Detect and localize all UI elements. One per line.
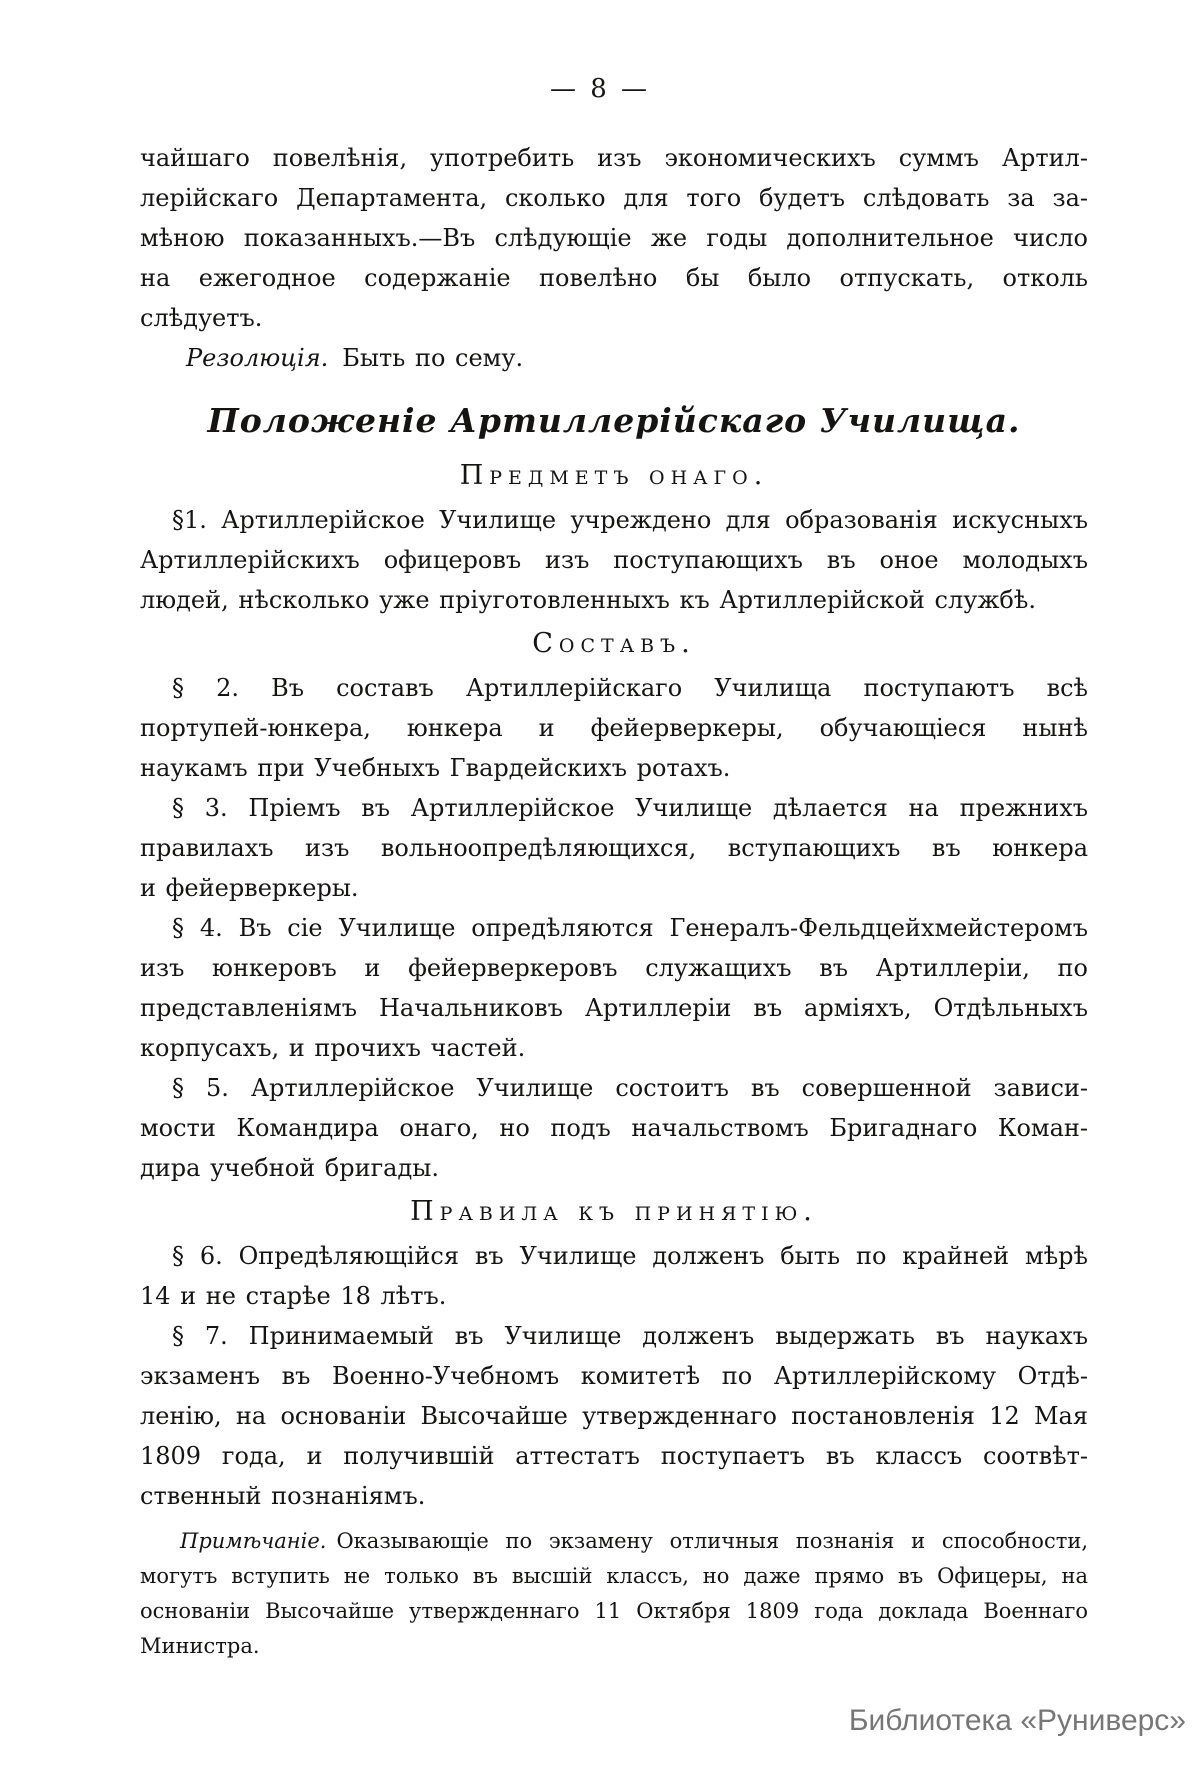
section-paragraph-1 — [140, 500, 1088, 620]
text-line: людей, нѣсколько уже пріуготовленныхъ къ Артиллерійской службѣ. — [140, 586, 1036, 614]
text-line: чайшаго повелѣнія, употребить изъ экономическихъ суммъ Артил- — [140, 144, 1088, 172]
text-line: экзаменъ въ Военно-Учебномъ комитетѣ по Артиллерійскому Отдѣ- — [140, 1362, 1088, 1390]
text-line: § 2. Въ составъ Артиллерійскаго Училища поступаютъ всѣ — [172, 674, 1088, 702]
text-line: 1809 года, и получившій аттестатъ поступаетъ въ классъ соотвѣт- — [140, 1442, 1088, 1470]
text-line: наукамъ при Учебныхъ Гвардейскихъ ротахъ. — [140, 754, 731, 782]
heading-admission-rules: Правила къ принятію. — [410, 1196, 818, 1227]
text-line: портупей-юнкера, юнкера и фейерверкеры, обучающіеся нынѣ — [140, 714, 1088, 742]
text-line: лерійскаго Департамента, сколько для того будетъ слѣдовать за за- — [140, 184, 1088, 212]
text-line: мѣною показанныхъ.—Въ слѣдующіе же годы дополнительное число — [140, 224, 1088, 252]
paragraph-continuation — [140, 138, 1088, 338]
page-text-block — [140, 138, 1088, 1664]
footnote-label: Примѣчаніе. — [180, 1529, 327, 1553]
library-watermark: Библиотека «Руниверс» — [848, 1704, 1186, 1737]
text-line: § 7. Принимаемый въ Училище долженъ выдержать въ наукахъ — [172, 1322, 1088, 1350]
text-line: основаніи Высочайше утвержденнаго 11 Октября 1809 года доклада Военнаго — [140, 1599, 1088, 1623]
text-line: 14 и не старѣе 18 лѣтъ. — [140, 1282, 447, 1310]
section-paragraph-2 — [140, 668, 1088, 788]
text-line: § 4. Въ сіе Училище опредѣляются Генералъ-Фельдцейхмейстеромъ — [172, 914, 1088, 942]
heading-composition: Составъ. — [532, 628, 696, 659]
text-line: ленію, на основаніи Высочайше утвержденнаго постановленія 12 Мая — [140, 1402, 1088, 1430]
text-line: могутъ вступить не только въ высшій классъ, но даже прямо въ Офицеры, на — [140, 1564, 1088, 1588]
page-number: — 8 — — [549, 74, 651, 104]
text-line: правилахъ изъ вольноопредѣляющихся, вступающихъ въ юнкера — [140, 834, 1088, 862]
text-line: слѣдуетъ. — [140, 304, 263, 332]
text-line: мости Командира онаго, но подъ начальствомъ Бригаднаго Коман- — [140, 1114, 1088, 1142]
statute-title: Положеніе Артиллерійскаго Училища. — [207, 401, 1021, 440]
text-line: § 5. Артиллерійское Училище состоитъ въ совершенной зависи- — [172, 1074, 1088, 1102]
text-line: дира учебной бригады. — [140, 1154, 439, 1182]
footnote-text: Оказывающіе по экзамену отличныя познанія и способности, — [336, 1529, 1088, 1553]
text-line — [140, 1524, 1088, 1559]
footnote-paragraph — [140, 1524, 1088, 1664]
text-line: Артиллерійскихъ офицеровъ изъ поступающихъ въ оное молодыхъ — [140, 546, 1088, 574]
resolution-label: Резолюція. — [186, 344, 329, 372]
text-line: Министра. — [140, 1634, 260, 1658]
resolution-line — [140, 338, 1088, 378]
text-line: ственный познаніямъ. — [140, 1482, 426, 1510]
section-paragraph-5 — [140, 1068, 1088, 1188]
text-line: на ежегодное содержаніе повелѣно бы было отпускать, отколь — [140, 264, 1088, 292]
resolution-text: Быть по сему. — [342, 344, 524, 372]
section-paragraph-6 — [140, 1236, 1088, 1316]
section-paragraph-3 — [140, 788, 1088, 908]
text-line: и фейерверкеры. — [140, 874, 359, 902]
section-paragraph-4 — [140, 908, 1088, 1068]
text-line: изъ юнкеровъ и фейерверкеровъ служащихъ въ Артиллеріи, по — [140, 954, 1088, 982]
text-line: § 6. Опредѣляющійся въ Училище долженъ быть по крайней мѣрѣ — [172, 1242, 1088, 1270]
text-line: §1. Артиллерійское Училище учреждено для образованія искусныхъ — [172, 506, 1088, 534]
text-line: § 3. Пріемъ въ Артиллерійское Училище дѣлается на прежнихъ — [172, 794, 1088, 822]
heading-subject: Предметъ онаго. — [459, 460, 769, 491]
text-line: корпусахъ, и прочихъ частей. — [140, 1034, 526, 1062]
section-paragraph-7 — [140, 1316, 1088, 1516]
text-line: представленіямъ Начальниковъ Артиллеріи въ арміяхъ, Отдѣльныхъ — [140, 994, 1088, 1022]
